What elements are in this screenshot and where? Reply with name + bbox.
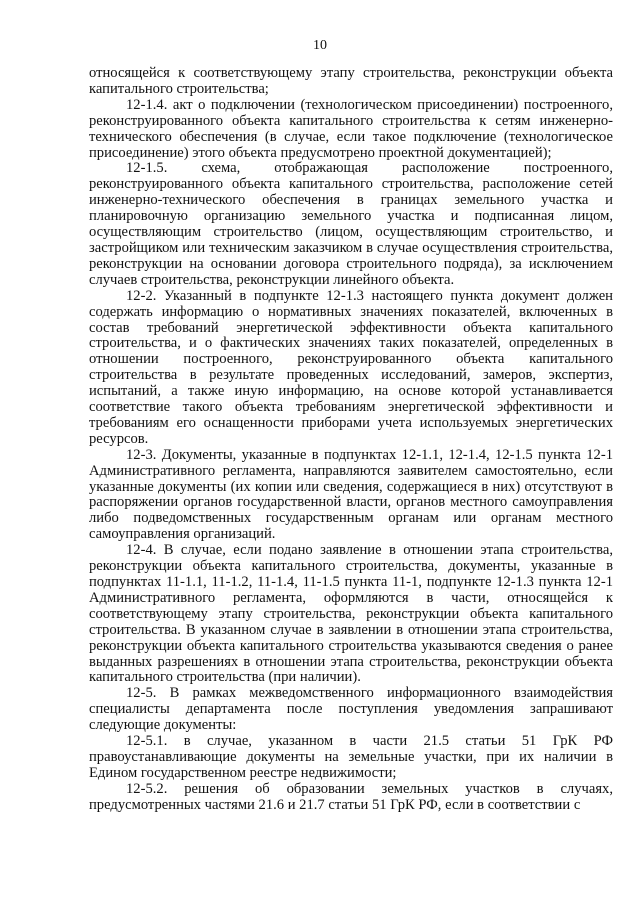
paragraph-continuation: относящейся к соответствующему этапу строительства, реконструкции объекта капитального строительства; xyxy=(89,65,613,97)
paragraph-12-4: 12-4. В случае, если подано заявление в отношении этапа строительства, реконструкции объекта капитального строительства, документы, указанные в подпунктах 11-1.1, 11-1.2, 11-1.4, 11-1.5 пункта 11-1, подпункте 12-1.3 пункта 12-1 Административного регламента, оформляются в части, относящейся к соответствующему этапу строительства, реконструкции объекта капитального строительства. В указанном случае в заявлении в отношении этапа строительства, реконструкции объекта капитального строительства указываются сведения о ранее выданных разрешениях в отношении этапа строительства, реконструкции объекта капитального строительства (при наличии). xyxy=(89,542,613,686)
paragraph-12-5-1: 12-5.1. в случае, указанном в части 21.5 статьи 51 ГрК РФ правоустанавливающие документы на земельные участки, при их наличии в Едином государственном реестре недвижимости; xyxy=(89,733,613,781)
paragraph-12-1-5: 12-1.5. схема, отображающая расположение построенного, реконструированного объекта капитального строительства, расположение сетей инженерно-технического обеспечения в границах земельного участка и планировочную организацию земельного участка и подписанная лицом, осуществляющим строительство (лицом, осуществляющим строительство, и застройщиком или техническим заказчиком в случае осуществления строительства, реконструкции на основании договора строительного подряда), за исключением случаев строительства, реконструкции линейного объекта. xyxy=(89,160,613,288)
paragraph-12-5: 12-5. В рамках межведомственного информационного взаимодействия специалисты департамента после поступления уведомления запрашивают следующие документы: xyxy=(89,685,613,734)
paragraph-12-3: 12-3. Документы, указанные в подпунктах 12-1.1, 12-1.4, 12-1.5 пункта 12-1 Административного регламента, направляются заявителем самостоятельно, если указанные документы (их копии или сведения, содержащиеся в них) отсутствуют в распоряжении органов государственной власти, органов местного самоуправления либо подведомственных государственным органам или органам местного самоуправления организаций. xyxy=(89,446,613,543)
paragraph-12-1-4: 12-1.4. акт о подключении (технологическом присоединении) построенного, реконструированного объекта капитального строительства к сетям инженерно-технического обеспечения (в случае, если такое подключение (технологическое присоединение) этого объекта предусмотрено проектной документацией); xyxy=(89,96,613,161)
paragraph-12-5-2: 12-5.2. решения об образовании земельных участков в случаях, предусмотренных частями 21.6 и 21.7 статьи 51 ГрК РФ, если в соответствии с xyxy=(89,780,613,813)
paragraph-12-2: 12-2. Указанный в подпункте 12-1.3 настоящего пункта документ должен содержать информацию о нормативных значениях показателей, включенных в состав требований энергетической эффективности объекта капитального строительства, и о фактических значениях таких показателей, определенных в отношении построенного, реконструированного объекта капитального строительства в результате проведенных исследований, замеров, экспертиз, испытаний, а также иную информацию, на основе которой устанавливается соответствие такого объекта требованиям энергетической эффективности и требованиям его оснащенности приборами учета используемых энергетических ресурсов. xyxy=(89,287,613,447)
page-number: 10 xyxy=(313,38,327,53)
document-body xyxy=(89,66,613,814)
